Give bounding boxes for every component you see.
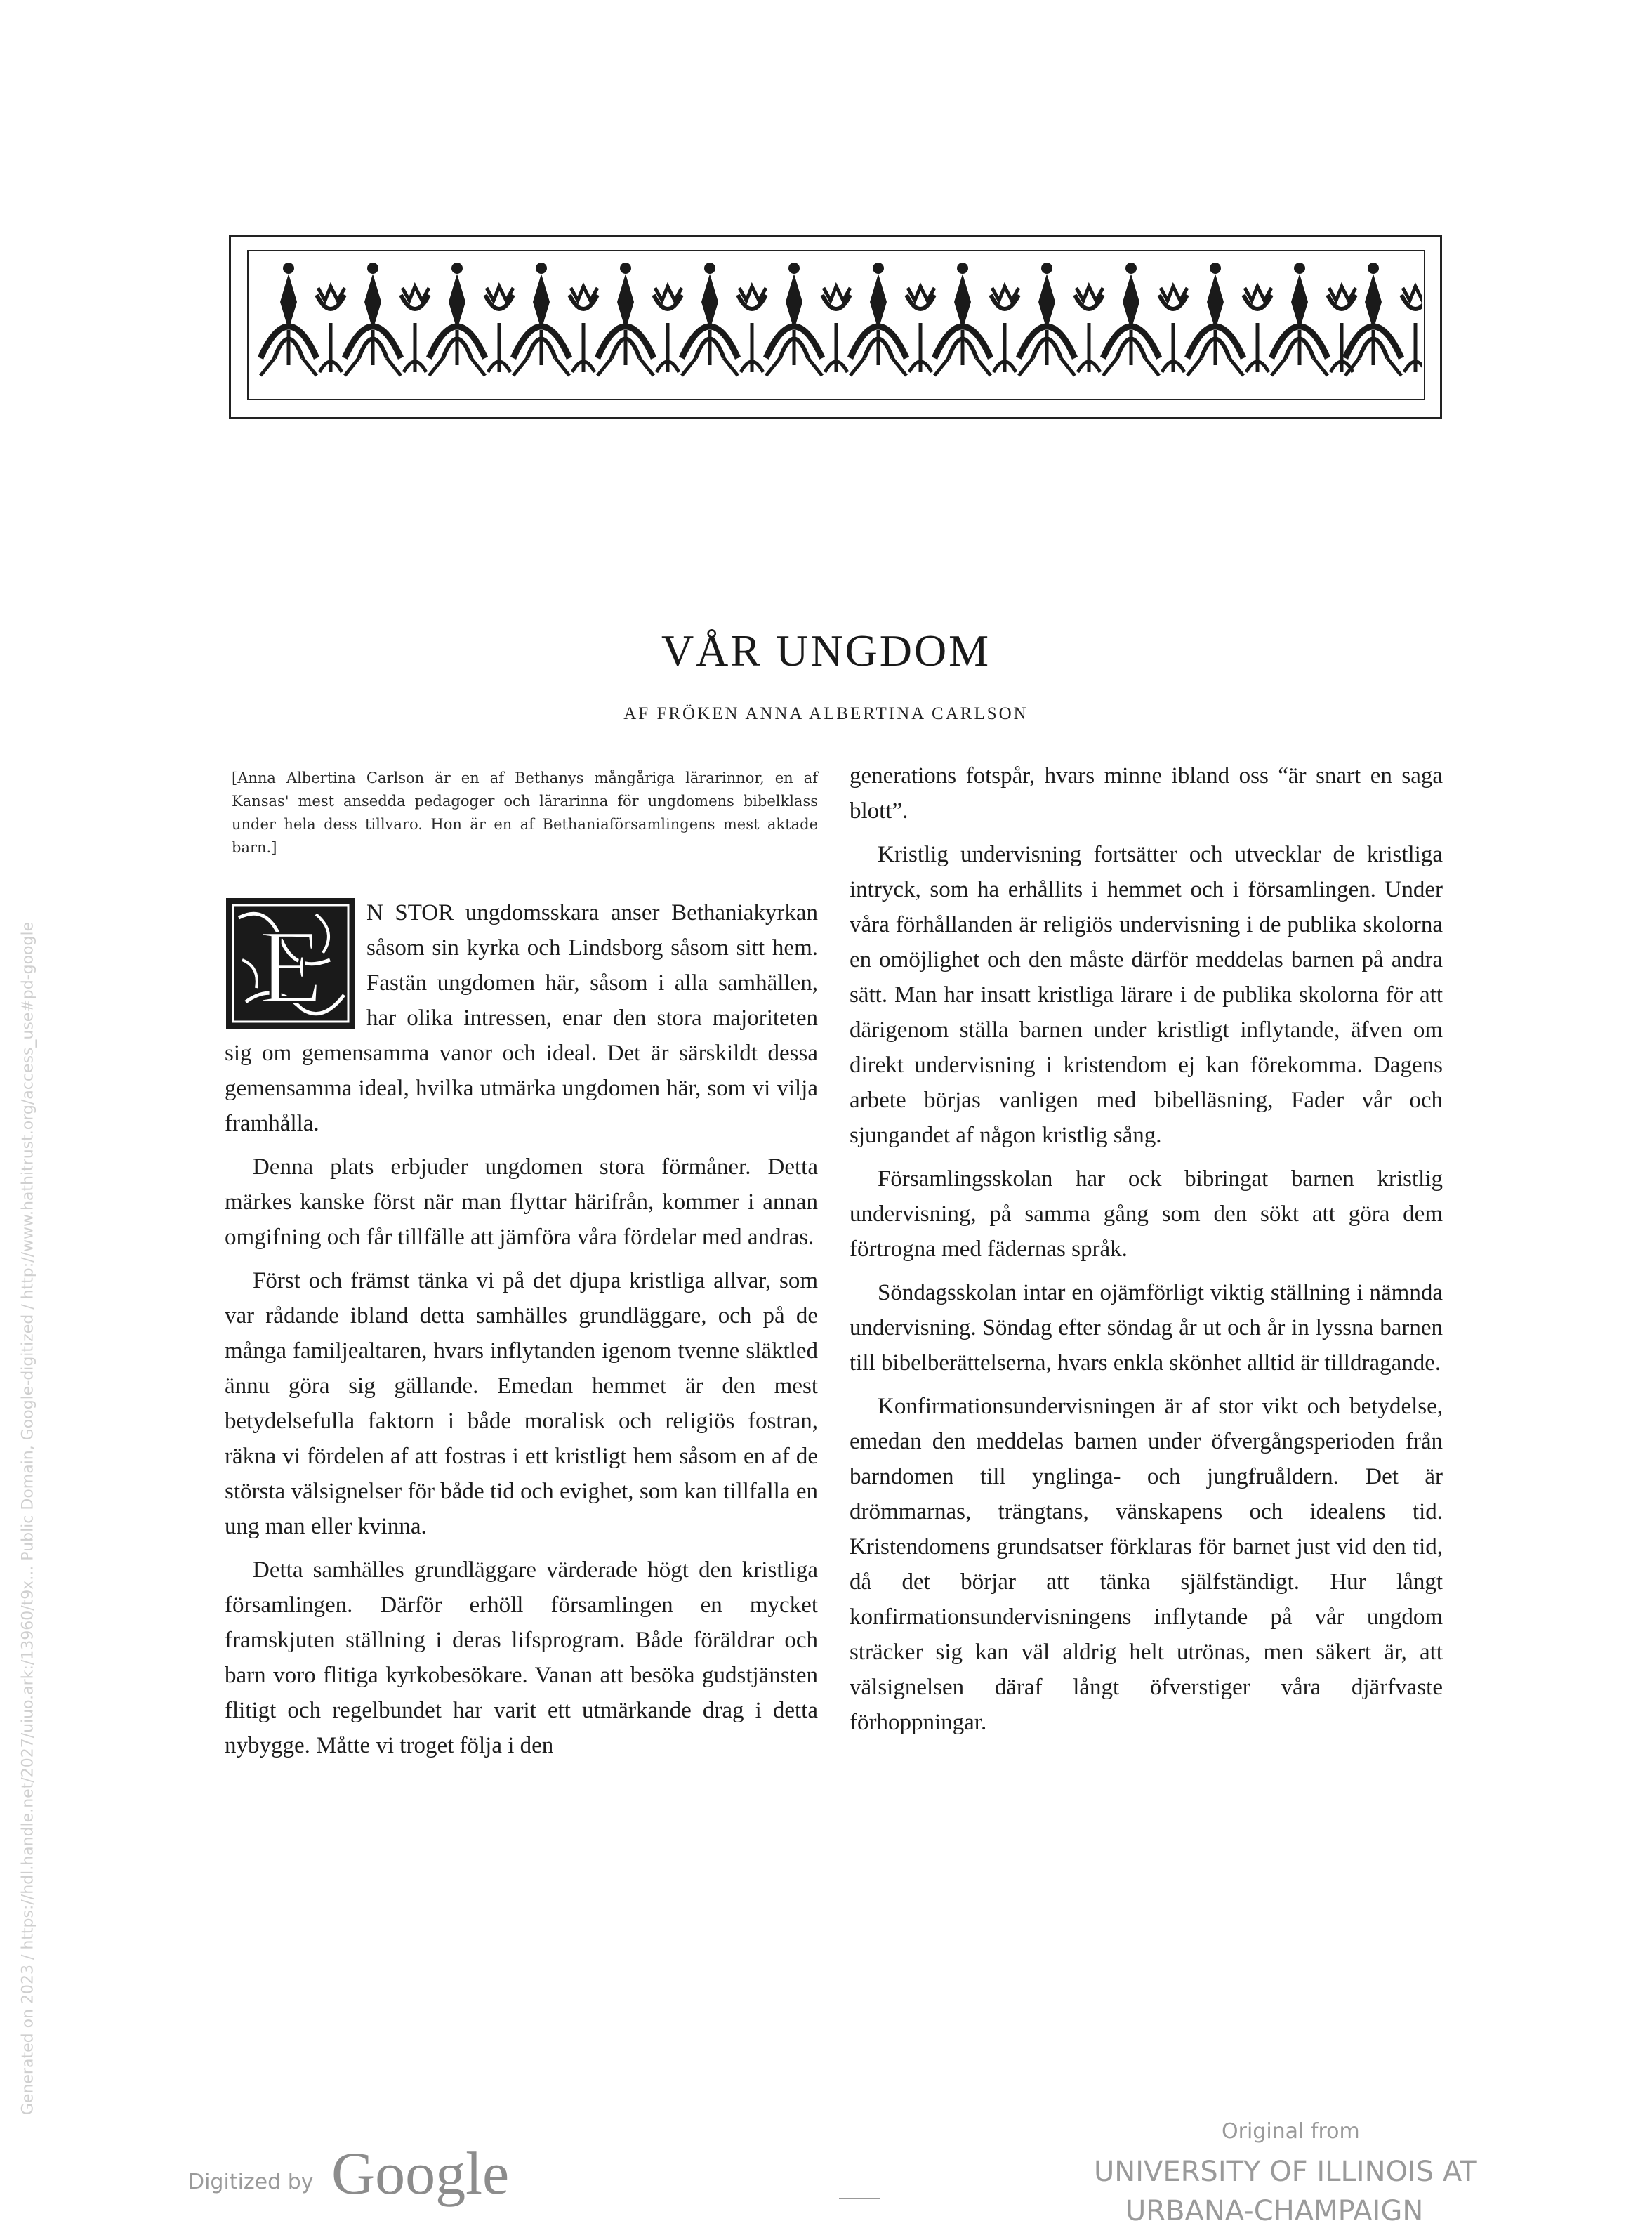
digitized-by-label: Digitized by [188,2170,314,2194]
left-paragraph-3: Detta samhälles grundläggare värderade högt den kristliga församlingen. Därför erhöll församlingen en mycket framskjuten ställning i deras lifsprogram. Både föräldrar och barn voro flitiga kyrkobesökare. Vanan att besöka gudstjänsten flitigt och regelbundet har varit ett utmärkande drag i detta nybygge. Måtte vi troget följa i den [225,1557,818,1758]
dropcap-e-icon [225,897,357,1030]
intro-note: [Anna Albertina Carlson är en af Bethanys mångåriga lärarinnor, en af Kansas' mest ansedda pedagoger och lärarinna för ungdomens bibelklass under hela dess tillvaro. Hon är en af Bethaniaförsamlingens mest aktade barn.] [232,770,818,856]
article-byline: AF FRÖKEN ANNA ALBERTINA CARLSON [623,704,1029,723]
right-paragraph-1: Kristlig undervisning fortsätter och utvecklar de kristliga intryck, som ha erhållits i hemmet och i församlingen. Under våra förhållanden är religiös undervisning i de publika skolorna en omöjlighet och den måste därför meddelas barnen på andra sätt. Man har insatt kristliga lärare i de publika skolorna för att därigenom ställa barnen under kristligt inflytande, äfven om direkt undervisning i kristendom ej kan förekomma. Dagens arbete börjas vanligen med bibelläsning, Fader vår och sjungandet af någon kristlig sång. [850,842,1443,1148]
first-paragraph-text: N STOR ungdomsskara anser Bethaniakyrkan såsom sin kyrka och Lindsborg såsom sitt hem. Fastän ungdomen här, såsom i alla samhällen, har olika intressen, enar den stora majoriteten sig om gemensamma vanor och ideal. Det är särskildt dessa gemensamma ideal, hvilka utmärka ungdomen här, som vi vilja framhålla. [225,900,818,1136]
left-column [225,895,818,1763]
right-paragraph-4: Konfirmationsundervisningen är af stor vikt och betydelse, emedan den meddelas barnen under öfvergångsperioden från barndomen till ynglinga- och jungfruåldern. Det är drömmarnas, trängtans, vänskapens och idealens tid. Kristendomens grundsatser förklaras för barnet just vid den tid, då det börjar att tänka själfständigt. Hur långt konfirmationsundervisningens inflytande på vår ungdom sträcker sig kan väl aldrig helt utrönas, men säkert är, att välsignelsen däraf långt öfverstiger våra djärfvaste förhoppningar. [850,1394,1443,1735]
right-column [850,758,1443,1740]
university-line-2: URBANA-CHAMPAIGN [1125,2195,1424,2227]
google-logo: Google [331,2140,510,2207]
dropcap-letter: E [258,909,323,1025]
right-continuation: generations fotspår, hvars minne ibland oss “är snart en saga blott”. [850,763,1443,824]
left-paragraph-1: Denna plats erbjuder ungdomen stora förmåner. Detta märkes kanske först när man flyttar härifrån, kommer i annan omgifning och får tillfälle att jämföra våra fördelar med andras. [225,1154,818,1250]
right-paragraph-3: Söndagsskolan intar en ojämförligt viktig ställning i nämnda undervisning. Söndag efter söndag år ut och år in lyssna barnen till bibelberättelserna, hvars enkla skönhet alltid är tilldragande. [850,1280,1443,1376]
original-from-label: Original from [1222,2119,1360,2144]
university-line-1: UNIVERSITY OF ILLINOIS AT [1094,2156,1477,2188]
floral-ornament-band [250,253,1422,397]
side-watermark: Generated on 2023 / https://hdl.handle.net/2027/uiuo.ark:/13960/t9x... Public Domain, Google-digitized / http://www.hathitrust.org/access_use#pd-google [19,921,37,2116]
footer-divider [839,2198,880,2199]
left-paragraph-2: Först och främst tänka vi på det djupa kristliga allvar, som var rådande ibland detta samhälles grundläggare, och på de många familjealtaren, hvars inflytanden igenom tvenne släktled ännu göra sig gällande. Emedan hemmet är den mest betydelsefulla faktorn i både moralisk och religiös fostran, räkna vi fördelen af att fostras i ett kristligt hem såsom en af de största välsignelser för både tid och evighet, som kan tillfalla en ung man eller kvinna. [225,1268,818,1539]
first-paragraph [225,895,818,1141]
right-paragraph-2: Församlingsskolan har ock bibringat barnen kristlig undervisning, på samma gång som den sökt att göra dem förtrogna med fädernas språk. [850,1166,1443,1262]
article-title: VÅR UNGDOM [661,626,991,675]
